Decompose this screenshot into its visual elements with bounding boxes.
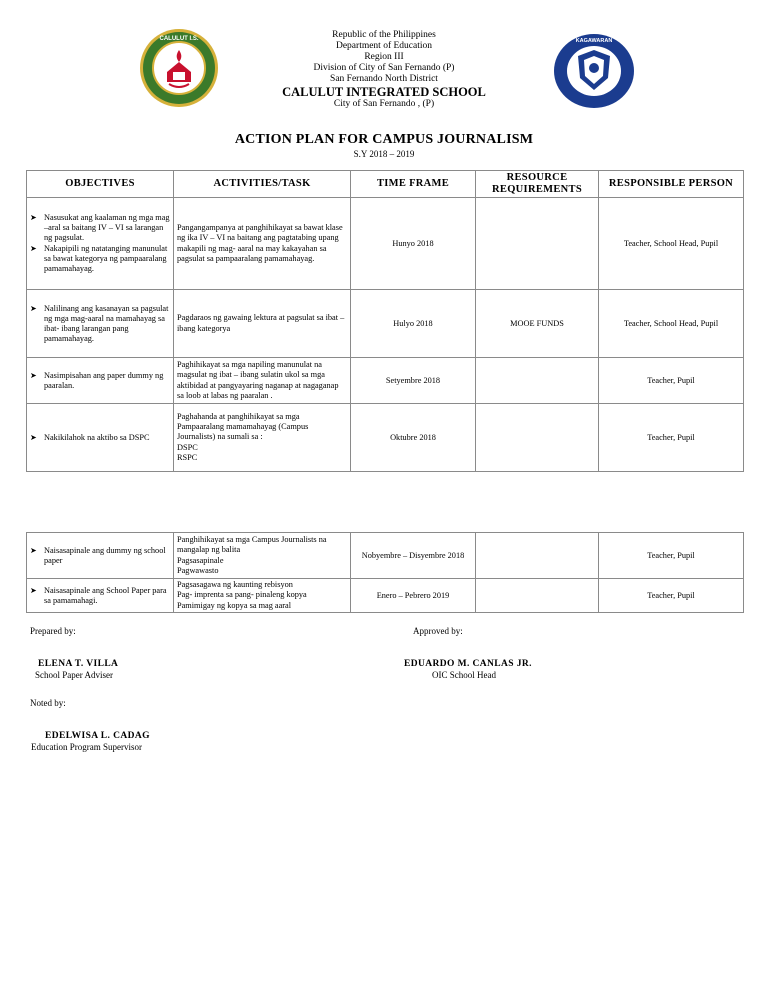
arrow-bullet-icon: ➤	[30, 213, 37, 222]
activities-cell: Panghihikayat sa mga Campus Journalists na mangalap ng balita Pagsasapinale Pagwawasto	[174, 533, 351, 579]
svg-text:CALULUT I.S.: CALULUT I.S.	[159, 36, 199, 42]
approved-by-name: EDUARDO M. CANLAS JR.	[404, 659, 532, 669]
objectives-cell: ➤ Nasusukat ang kaalaman ng mga mag –aral sa baitang IV – VI sa larangan ng pagsulat. ➤ Nakapipili ng natatanging manunulat sa bawat kategorya ng pampaaralang pamamahayag.	[27, 198, 174, 290]
arrow-bullet-icon: ➤	[30, 244, 37, 253]
header-department: Department of Education	[335, 41, 433, 51]
noted-by-role: Education Program Supervisor	[31, 742, 142, 752]
objectives-cell: ➤ Nalilinang ang kasanayan sa pagsulat ng mga mag-aaral na mamahayag sa ibat- ibang larangan pang pamamahayag.	[27, 290, 174, 358]
approved-by-label: Approved by:	[413, 626, 463, 636]
school-name: CALULUT INTEGRATED SCHOOL	[282, 85, 486, 99]
document-title: ACTION PLAN FOR CAMPUS JOURNALISM	[234, 132, 534, 147]
resources-cell	[476, 533, 599, 579]
table-row	[27, 358, 744, 404]
action-plan-table-continued	[26, 532, 744, 613]
activities-cell: Paghihikayat sa mga napiling manunulat na magsulat ng ibat – ibang sulatin ukol sa mga aktibidad at pangyayaring naganap at nagaganap sa loob at labas ng paaralan .	[174, 358, 351, 404]
col-responsible: RESPONSIBLE PERSON	[599, 171, 744, 198]
table-row	[27, 579, 744, 613]
col-time-frame: TIME FRAME	[351, 171, 476, 198]
activities-cell: Pagdaraos ng gawaing lektura at pagsulat sa ibat – ibang kategorya	[174, 290, 351, 358]
resources-cell	[476, 198, 599, 290]
time-frame-cell: Hunyo 2018	[351, 198, 476, 290]
col-activities: ACTIVITIES/TASK	[174, 171, 351, 198]
noted-by-label: Noted by:	[30, 698, 66, 708]
table-header-row	[27, 171, 744, 198]
activities-cell: Pangangampanya at panghihikayat sa bawat klase ng ika IV – VI na baitang ang pagtatabing upang makapili ng mag- aaral na may kakayahan sa pagsulat sa pampaaralang pamamahayag.	[174, 198, 351, 290]
header-republic: Republic of the Philippines	[332, 30, 436, 40]
header-district: San Fernando North District	[330, 74, 438, 84]
responsible-cell: Teacher, Pupil	[599, 533, 744, 579]
arrow-bullet-icon: ➤	[30, 545, 37, 555]
resources-cell	[476, 579, 599, 613]
time-frame-cell: Nobyembre – Disyembre 2018	[351, 533, 476, 579]
prepared-by-label: Prepared by:	[30, 626, 76, 636]
header-city: City of San Fernando , (P)	[333, 99, 435, 109]
time-frame-cell: Hulyo 2018	[351, 290, 476, 358]
arrow-bullet-icon: ➤	[30, 585, 37, 595]
prepared-by-role: School Paper Adviser	[35, 670, 113, 680]
responsible-cell: Teacher, Pupil	[599, 358, 744, 404]
table-row	[27, 198, 744, 290]
responsible-cell: Teacher, Pupil	[599, 579, 744, 613]
responsible-cell: Teacher, School Head, Pupil	[599, 290, 744, 358]
arrow-bullet-icon: ➤	[30, 370, 37, 380]
table-row	[27, 404, 744, 472]
arrow-bullet-icon: ➤	[30, 432, 37, 442]
activities-cell: Paghahanda at panghihikayat sa mga Pampaaralang mamamahayag (Campus Journalists) na sumali sa : DSPC RSPC	[174, 404, 351, 472]
approved-by-role: OIC School Head	[432, 670, 496, 680]
col-resources: RESOURCE REQUIREMENTS	[476, 171, 599, 198]
svg-text:KAGAWARAN: KAGAWARAN	[575, 38, 613, 44]
responsible-cell: Teacher, School Head, Pupil	[599, 198, 744, 290]
time-frame-cell: Enero – Pebrero 2019	[351, 579, 476, 613]
objectives-cell: ➤ Nasimpisahan ang paper dummy ng paaralan.	[27, 358, 174, 404]
header-division: Division of City of San Fernando (P)	[313, 63, 455, 73]
time-frame-cell: Oktubre 2018	[351, 404, 476, 472]
table-row	[27, 290, 744, 358]
action-plan-table	[26, 170, 744, 472]
responsible-cell: Teacher, Pupil	[599, 404, 744, 472]
noted-by-name: EDELWISA L. CADAG	[45, 731, 150, 741]
prepared-by-name: ELENA T. VILLA	[38, 659, 119, 669]
objectives-cell: ➤ Naisasapinale ang dummy ng school paper	[27, 533, 174, 579]
resources-cell	[476, 404, 599, 472]
objectives-cell: ➤ Naisasapinale ang School Paper para sa pamamahagi.	[27, 579, 174, 613]
resources-cell	[476, 358, 599, 404]
activities-cell: Pagsasagawa ng kaunting rebisyon Pag- imprenta sa pang- pinaleng kopya Pamimigay ng kopya sa mag aaral	[174, 579, 351, 613]
col-objectives: OBJECTIVES	[27, 171, 174, 198]
resources-cell: MOOE FUNDS	[476, 290, 599, 358]
header-region: Region III	[364, 52, 404, 62]
table-row	[27, 533, 744, 579]
arrow-bullet-icon: ➤	[30, 303, 37, 313]
school-year: S.Y 2018 – 2019	[353, 149, 415, 159]
time-frame-cell: Setyembre 2018	[351, 358, 476, 404]
objectives-cell: ➤ Nakikilahok na aktibo sa DSPC	[27, 404, 174, 472]
